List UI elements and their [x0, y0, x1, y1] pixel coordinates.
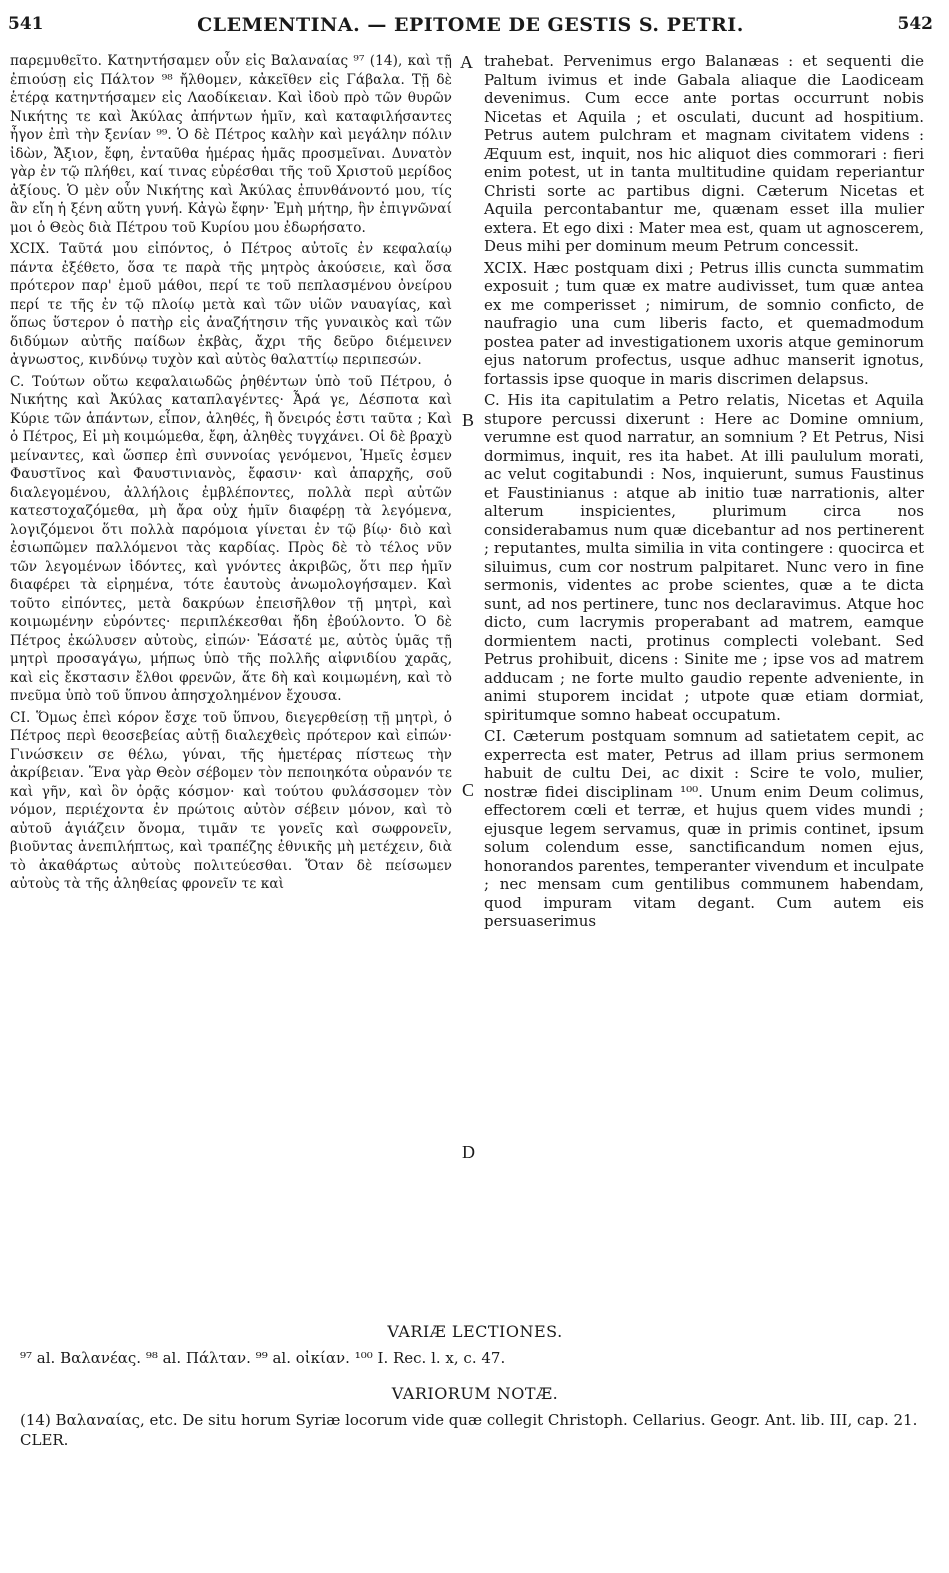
- margin-letter-d: D: [462, 1142, 475, 1162]
- page-number-left: 541: [8, 14, 44, 34]
- latin-column: [484, 52, 924, 931]
- running-title: CLEMENTINA. — EPITOME DE GESTIS S. PETRI.: [197, 14, 744, 36]
- greek-paragraph: CI. Ὅμως ἐπεὶ κόρον ἔσχε τοῦ ὕπνου, διεγερθείσῃ τῇ μητρὶ, ὁ Πέτρος περὶ θεοσεβείας αὐτῇ διαλεχθεὶς πρότερον καὶ εἰπών· Γινώσκειν σε θέλω, γύναι, τῆς ἡμετέρας πίστεως τὴν ἀκρίβειαν. Ἕνα γὰρ Θεὸν σέβομεν τὸν πεποιηκότα οὐρανόν τε καὶ γῆν, καὶ ὃν ὁρᾷς κόσμον· καὶ τούτου φυλάσσομεν τὸν νόμον, περιέχοντα ἐν πρώτοις αὐτὸν σέβειν μόνον, καὶ τὸ αὐτοῦ ἁγιάζειν ὄνομα, τιμᾶν τε γονεῖς καὶ σωφρονεῖν, βιοῦντας ἀνεπιλήπτως, καὶ τραπέζης ἐθνικῆς μὴ μετέχειν, διὰ τὸ ἀκαθάρτως αὐτοὺς πολιτεύεσθαι. Ὅταν δὲ πείσωμεν αὐτοὺς τὰ τῆς ἀληθείας φρονεῖν τε καὶ: [10, 709, 452, 892]
- margin-letter-b: B: [462, 410, 475, 430]
- latin-paragraph: XCIX. Hæc postquam dixi ; Petrus illis cuncta summatim exposuit ; tum quæ ex matre audivisset, tum quæ antea ex me comperisset ; nimirum, de somnio conficto, de naufragio una cum liberis facto, et quemadmodum postea pater ad investigationem uxoris atque geminorum ejus natorum profectus, usque adhuc manserit ignotus, fortassis ipse quoque in maris discrimen delapsus.: [484, 258, 924, 388]
- page-header: [8, 14, 933, 40]
- notae-heading: VARIORUM NOTÆ.: [391, 1384, 559, 1403]
- latin-paragraph: C. His ita capitulatim a Petro relatis, Nicetas et Aquila stupore percussi dixerunt : Here ac Domine omnium, verumne est quod narratur, an somnium ? Et Petrus, Nisi dormimus, inquit, res ita habet. At illi paululum morati, ac velut cogitabundi : Nos, inquierunt, sumus Faustinus et Faustinianus : atque ab initio tuæ narrationis, alter alterum inspicientes, plurimum circa nos considerabamus num quæ dicebantur ad nos pertinerent ; reputantes, multa similia in vita contingere : quocirca et siluimus, cum cor nostrum palpitaret. Nunc vero in fine sermonis, videntes ac probe scientes, quæ a te dicta sunt, ad nos pertinere, tunc nos declaravimus. Atque hoc dicto, cum lacrymis properabant ad matrem, eamque dormientem nacti, protinus complecti volebant. Sed Petrus prohibuit, dicens : Sinite me ; ipse vos ad matrem adducam ; ne forte multo gaudio repente adveniente, in animi stuporem incidat ; utpote quæ etiam dormiat, spiritumque somno habeat occupatum.: [484, 391, 924, 724]
- greek-column: [10, 52, 452, 894]
- latin-paragraph: trahebat. Pervenimus ergo Balanæas : et sequenti die Paltum ivimus et inde Gabala aliaque die Laodiceam devenimus. Cum ecce ante portas occurrunt nobis Nicetas et Aquila ; et osculati, ducunt ad hospitium. Petrus autem pulchram et magnam civitatem videns : Æquum est, inquit, nos hic aliquot dies commorari : fieri enim potest, ut in tanta multitudine quidam reperiantur Christi sorte ac partibus digni. Cæterum Nicetas et Aquila percontabantur me, quænam esset illa mulier extera. Et ego dixi : Mater mea est, quam ut agnoscerem, Deus mihi per dominum meum Petrum concessit.: [484, 52, 924, 255]
- greek-paragraph: παρεμυθεῖτο. Κατηντήσαμεν οὖν εἰς Βαλαναίας ⁹⁷ (14), καὶ τῇ ἐπιούσῃ εἰς Πάλτον ⁹⁸ ἤλθομεν, κἀκεῖθεν εἰς Γάβαλα. Τῇ δὲ ἑτέρᾳ κατηντήσαμεν εἰς Λαοδίκειαν. Καὶ ἰδοὺ πρὸ τῶν θυρῶν Νικήτης τε καὶ Ἀκύλας ἀπήντων ἡμῖν, καὶ καταφιλήσαντες ἦγον ἐπὶ τὴν ξενίαν ⁹⁹. Ὁ δὲ Πέτρος καλὴν καὶ μεγάλην πόλιν ἰδὼν, Ἄξιον, ἔφη, ἐνταῦθα ἡμέρας ἡμᾶς προσμεῖναι. Δυνατὸν γὰρ ἐν τῷ πλήθει, καί τινας εὑρέσθαι τῆς τοῦ Χριστοῦ μερίδος ἀξίους. Ὁ μὲν οὖν Νικήτης καὶ Ἀκύλας ἐπυνθάνοντό μου, τίς ἂν εἴη ἡ ξένη αὕτη γυνή. Κἀγὼ ἔφην· Ἐμὴ μήτηρ, ἣν ἐπιγνῶναί μοι ὁ Θεὸς διὰ Πέτρου τοῦ Κυρίου μου ἐδωρήσατο.: [10, 53, 452, 236]
- greek-paragraph: XCIX. Ταῦτά μου εἰπόντος, ὁ Πέτρος αὐτοῖς ἐν κεφαλαίῳ πάντα ἐξέθετο, ὅσα τε παρὰ τῆς μητρὸς ἀκούσειε, καὶ ὅσα πρότερον παρ' ἐμοῦ μάθοι, περί τε τοῦ πεπλασμένου ὀνείρου περί τε τῆς ἐν τῷ πλοίῳ μετὰ καὶ τῶν υἱῶν ναυαγίας, καὶ ὅπως ὕστερον ὁ πατὴρ εἰς ἀναζήτησιν τῆς γυναικὸς καὶ τῶν διδύμων αὐτῆς παίδων ἐκβὰς, ἄχρι τῆς δεῦρο διέμεινεν ἀγνωστος, κινδύνῳ τυχὸν καὶ αὐτὸς θαλαττίῳ περιπεσών.: [10, 241, 452, 368]
- notae-text: (14) Βαλαναίας, etc. De situ horum Syriæ locorum vide quæ collegit Christoph. Cellarius. Geogr. Ant. lib. III, cap. 21. CLER.: [20, 1411, 918, 1449]
- margin-letter-a: A: [460, 52, 473, 72]
- greek-paragraph: C. Τούτων οὕτω κεφαλαιωδῶς ῥηθέντων ὑπὸ τοῦ Πέτρου, ὁ Νικήτης καὶ Ἀκύλας καταπλαγέντες· Ἆρά γε, Δέσποτα καὶ Κύριε τῶν ἁπάντων, εἶπον, ἀληθές, ἢ ὄνειρός ἐστι ταῦτα ; Καὶ ὁ Πέτρος, Εἰ μὴ κοιμώμεθα, ἔφη, ἀληθὲς τυγχάνει. Οἱ δὲ βραχὺ μείναντες, καὶ ὥσπερ ἐπὶ συννοίας γενόμενοι, Ἡμεῖς ἐσμεν Φαυστῖνος καὶ Φαυστινιανὸς, ἔφασιν· καὶ ἀπαρχῆς, σοῦ διαλεγομένου, ἀλλήλοις ἐμβλέποντες, πολλὰ περὶ αὐτῶν κατεστοχαζόμεθα, μὴ ἄρα οὐχ ἡμῖν διαφέρῃ τὰ λεγόμενα, λογιζόμενοι ὅτι πολλὰ παρόμοια γίνεται ἐν τῷ βίῳ· διὸ καὶ ἐσιωπῶμεν παλλόμενοι τὰς καρδίας. Πρὸς δὲ τὸ τέλος νῦν τῶν λεγομένων ἰδόντες, καὶ γνόντες ἀκριβῶς, ὅτι περ ἡμῖν διαφέρει τὰ εἰρημένα, τότε ἑαυτοὺς ἀνωμολογήσαμεν. Καὶ τοῦτο εἰπόντες, μετὰ δακρύων ἐπεισῆλθον τῇ μητρὶ, καὶ κοιμωμένην εὑρόντες· περιπλέκεσθαι ἤδη ἐβούλοντο. Ὁ δὲ Πέτρος ἐκώλυσεν αὐτοὺς, εἰπών· Ἐάσατέ με, αὐτὸς ὑμᾶς τῇ μητρὶ προσαγάγω, μήπως ὑπὸ τῆς πολλῆς αἰφνιδίου χαρᾶς, καὶ εἰς ἔκστασιν ἔλθοι φρενῶν, ἅτε δὴ καὶ κοιμωμένη, καὶ τὸ πνεῦμα ὑπὸ τοῦ ὕπνου ἀπησχολημένον ἔχουσα.: [10, 373, 452, 704]
- margin-letter-c: C: [462, 780, 475, 800]
- page-number-right: 542: [897, 14, 933, 34]
- latin-paragraph: CI. Cæterum postquam somnum ad satietatem cepit, ac experrecta est mater, Petrus ad illam prius sermonem habuit de cultu Dei, ac dixit : Scire te volo, mulier, nostræ fidei disciplinam ¹⁰⁰. Unum enim Deum colimus, effectorem cœli et terræ, et hujus quem vides mundi ; ejusque legem servamus, quæ in primis continet, ipsum solum colendum esse, sanctificandum nomen ejus, honorandos parentes, temperanter vivendum et inculpate ; nec mensam cum gentilibus communem habendam, quod impuram vitam degant. Cum autem eis persuaserimus: [484, 727, 924, 930]
- variae-text: ⁹⁷ al. Βαλανέας. ⁹⁸ al. Πάλταν. ⁹⁹ al. οἰκίαν. ¹⁰⁰ I. Rec. l. x, c. 47.: [20, 1349, 506, 1367]
- variae-heading: VARIÆ LECTIONES.: [387, 1322, 563, 1341]
